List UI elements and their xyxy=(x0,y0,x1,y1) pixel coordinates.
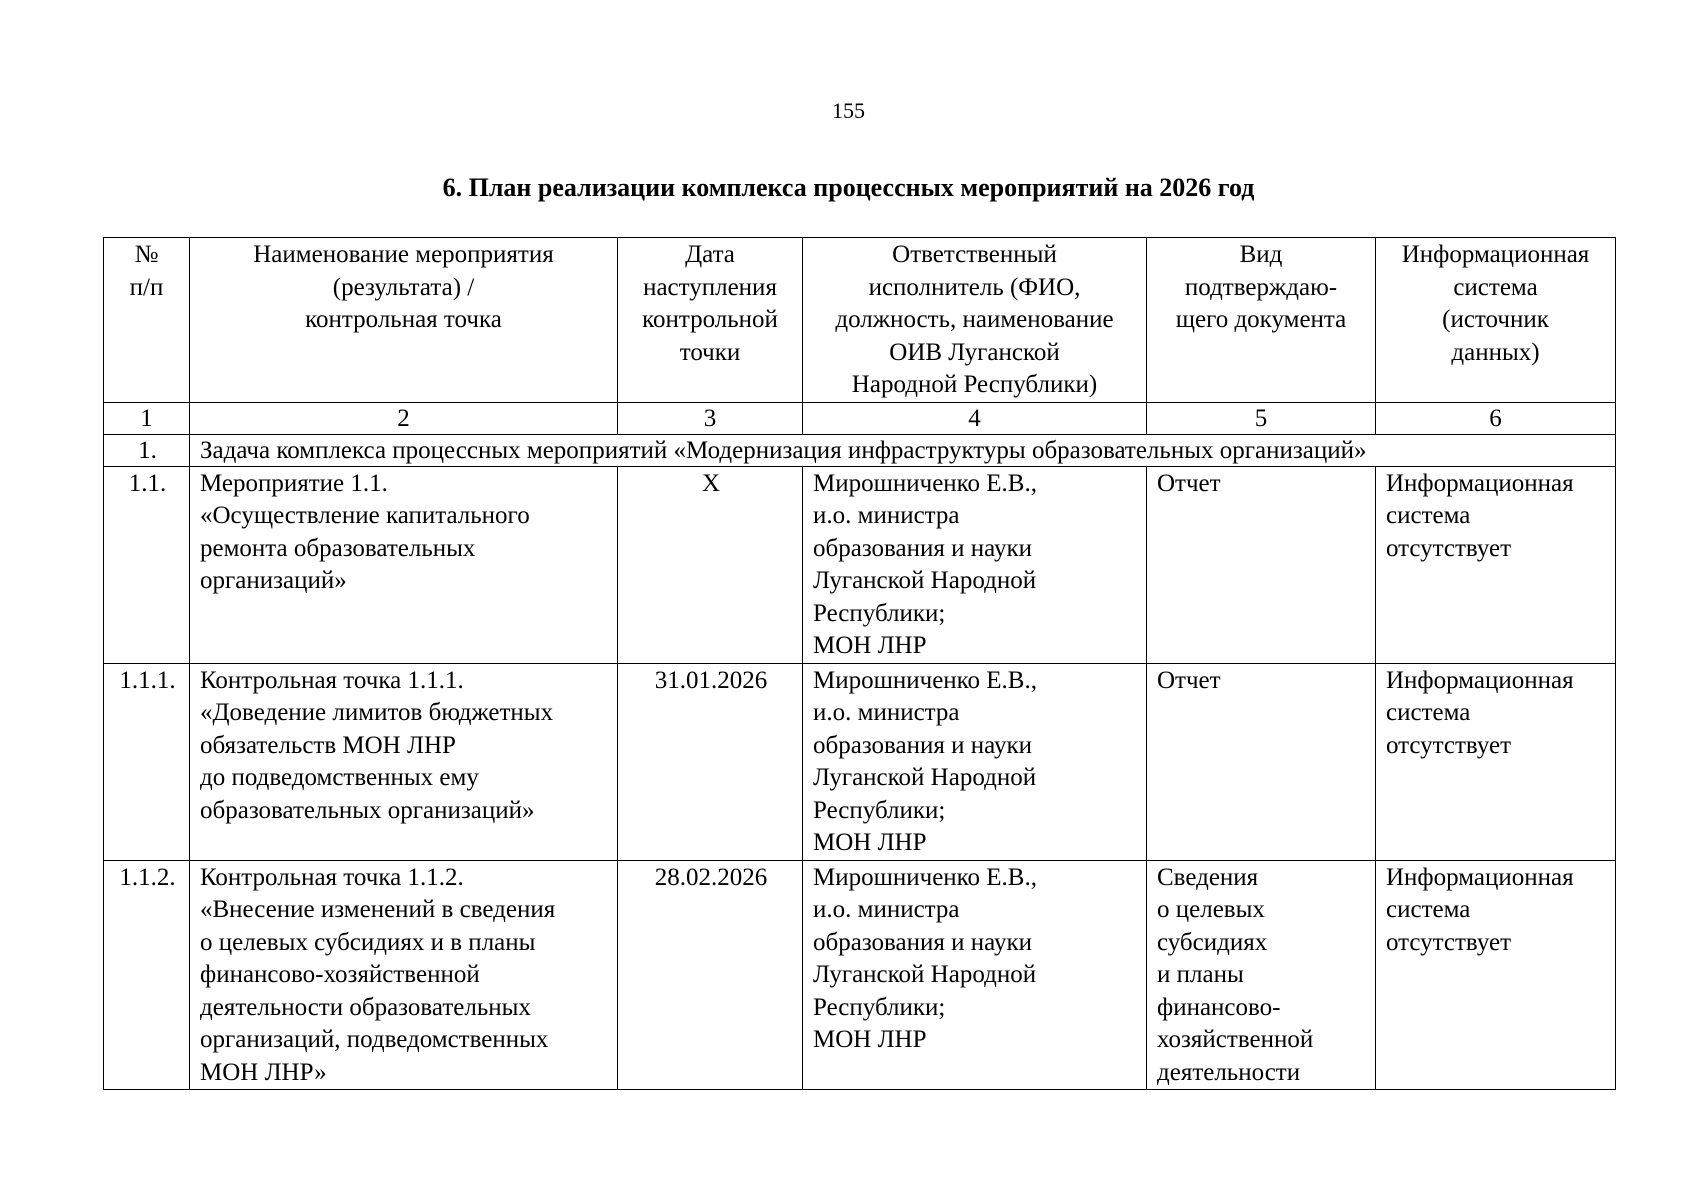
column-number: 4 xyxy=(803,402,1147,434)
row-number: 1.1.2. xyxy=(104,860,190,1090)
row-document: Сведения о целевых субсидиях и планы финансово- хозяйственной деятельности xyxy=(1147,860,1376,1090)
table-row xyxy=(104,466,1616,663)
row-number: 1.1. xyxy=(104,466,190,663)
row-name: Контрольная точка 1.1.2. «Внесение изменений в сведения о целевых субсидиях и в планы финансово-хозяйственной деятельности образовательных организаций, подведомственных МОН ЛНР» xyxy=(190,860,618,1090)
header-cell-document: Вид подтверждаю- щего документа xyxy=(1147,238,1376,403)
column-number: 3 xyxy=(618,402,803,434)
document-title: 6. План реализации комплекса процессных мероприятий на 2026 год xyxy=(442,173,1255,202)
row-responsible: Мирошниченко Е.В., и.о. министра образования и науки Луганской Народной Республики; МОН ЛНР xyxy=(803,860,1147,1090)
row-info-system: Информационная система отсутствует xyxy=(1376,860,1616,1090)
row-date: 31.01.2026 xyxy=(618,663,803,860)
row-info-system: Информационная система отсутствует xyxy=(1376,466,1616,663)
row-name: Контрольная точка 1.1.1. «Доведение лимитов бюджетных обязательств МОН ЛНР до подведомственных ему образовательных организаций» xyxy=(190,663,618,860)
row-document: Отчет xyxy=(1147,663,1376,860)
row-date: X xyxy=(618,466,803,663)
row-responsible: Мирошниченко Е.В., и.о. министра образования и науки Луганской Народной Республики; МОН ЛНР xyxy=(803,466,1147,663)
row-info-system: Информационная система отсутствует xyxy=(1376,663,1616,860)
task-row xyxy=(104,434,1616,466)
column-number: 6 xyxy=(1376,402,1616,434)
header-cell-name: Наименование мероприятия (результата) / контрольная точка xyxy=(190,238,618,403)
table-row xyxy=(104,663,1616,860)
header-cell-number: № п/п xyxy=(104,238,190,403)
column-number: 1 xyxy=(104,402,190,434)
task-text: Задача комплекса процессных мероприятий «Модернизация инфраструктуры образовательных организаций» xyxy=(190,434,1616,466)
implementation-plan-table xyxy=(103,237,1616,1090)
header-cell-date: Дата наступления контрольной точки xyxy=(618,238,803,403)
column-number: 2 xyxy=(190,402,618,434)
page-number: 155 xyxy=(832,98,865,123)
task-number: 1. xyxy=(104,434,190,466)
header-cell-responsible: Ответственный исполнитель (ФИО, должность, наименование ОИВ Луганской Народной Республики) xyxy=(803,238,1147,403)
table-header-row xyxy=(104,238,1616,403)
row-name: Мероприятие 1.1. «Осуществление капитального ремонта образовательных организаций» xyxy=(190,466,618,663)
row-date: 28.02.2026 xyxy=(618,860,803,1090)
row-responsible: Мирошниченко Е.В., и.о. министра образования и науки Луганской Народной Республики; МОН ЛНР xyxy=(803,663,1147,860)
row-document: Отчет xyxy=(1147,466,1376,663)
header-cell-info-system: Информационная система (источник данных) xyxy=(1376,238,1616,403)
row-number: 1.1.1. xyxy=(104,663,190,860)
column-number-row xyxy=(104,402,1616,434)
table-row xyxy=(104,860,1616,1090)
column-number: 5 xyxy=(1147,402,1376,434)
